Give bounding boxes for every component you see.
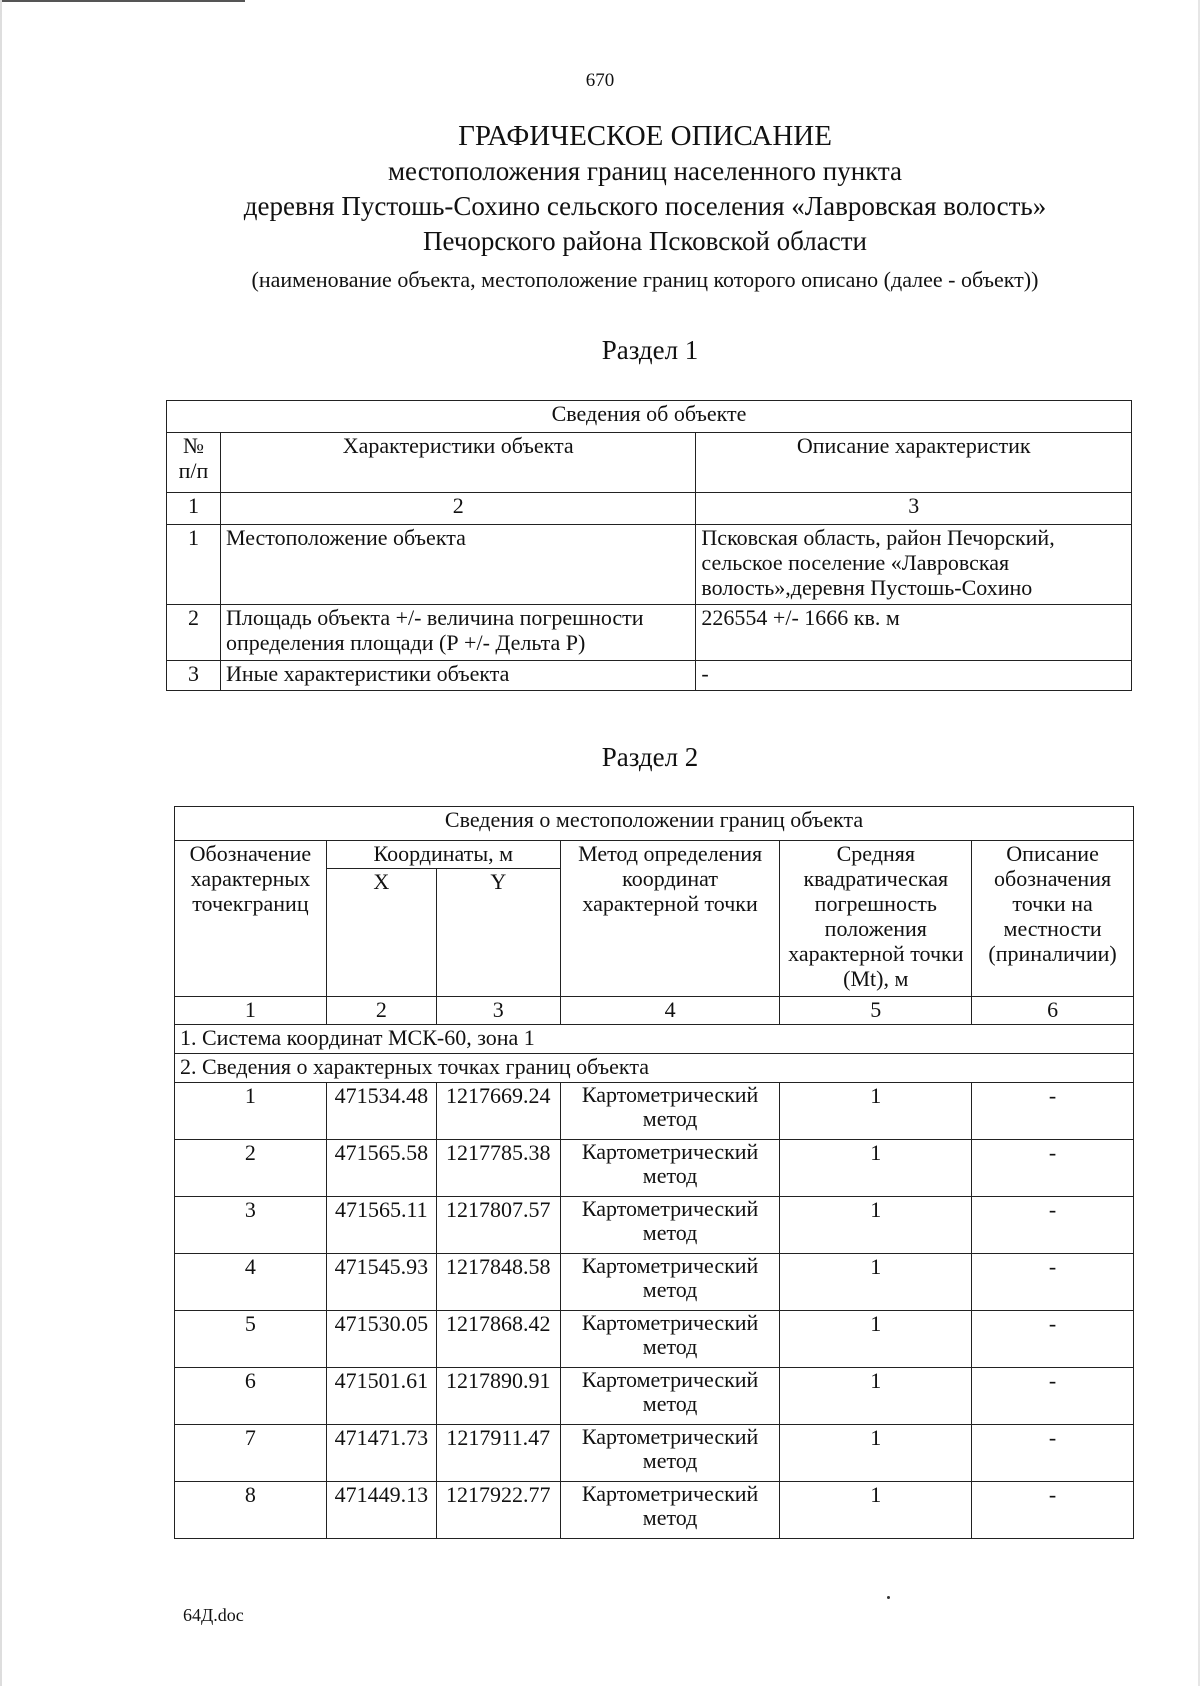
col-number-2: 2 [326, 997, 436, 1025]
point-method: Картометрический метод [560, 1311, 780, 1368]
title-block [150, 118, 1140, 295]
point-x: 471534.48 [326, 1083, 436, 1140]
point-description: - [972, 1254, 1134, 1311]
table-row [175, 1425, 1134, 1482]
point-id: 1 [175, 1083, 327, 1140]
point-description: - [972, 1425, 1134, 1482]
point-id: 5 [175, 1311, 327, 1368]
table-row [175, 1482, 1134, 1539]
row-characteristic: Местоположение объекта [220, 525, 695, 605]
subtitle-line-2: деревня Пустошь-Сохино сельского поселения «Лавровская волость» [243, 191, 1047, 221]
point-mt: 1 [780, 1140, 972, 1197]
row-number: 2 [167, 605, 221, 661]
row-value: 226554 +/- 1666 кв. м [696, 605, 1132, 661]
point-mt: 1 [780, 1425, 972, 1482]
header-number: № п/п [167, 433, 221, 493]
header-description: Описание характеристик [696, 433, 1132, 493]
point-description: - [972, 1140, 1134, 1197]
point-x: 471449.13 [326, 1482, 436, 1539]
subtitle-line-1: местоположения границ населенного пункта [387, 156, 903, 186]
point-x: 471565.58 [326, 1140, 436, 1197]
point-id: 7 [175, 1425, 327, 1482]
table-row [175, 1368, 1134, 1425]
point-mt: 1 [780, 1254, 972, 1311]
table-row [167, 661, 1132, 691]
point-mt: 1 [780, 1083, 972, 1140]
point-y: 1217911.47 [436, 1425, 560, 1482]
point-method: Картометрический метод [560, 1425, 780, 1482]
point-x: 471471.73 [326, 1425, 436, 1482]
table-row [167, 605, 1132, 661]
col-number-5: 5 [780, 997, 972, 1025]
point-x: 471501.61 [326, 1368, 436, 1425]
col-number-3: 3 [436, 997, 560, 1025]
header-characteristics: Характеристики объекта [220, 433, 695, 493]
subtitle-caption: (наименование объекта, местоположение границ которого описано (далее - объект)) [251, 267, 1039, 292]
point-y: 1217890.91 [436, 1368, 560, 1425]
header-method: Метод определения координат характерной точки [560, 841, 780, 997]
point-method: Картометрический метод [560, 1254, 780, 1311]
page-number: 670 [585, 70, 615, 91]
header-coordinates: Координаты, м [326, 841, 560, 869]
point-method: Картометрический метод [560, 1368, 780, 1425]
point-y: 1217922.77 [436, 1482, 560, 1539]
point-id: 2 [175, 1140, 327, 1197]
point-description: - [972, 1368, 1134, 1425]
point-id: 8 [175, 1482, 327, 1539]
row-number: 3 [167, 661, 221, 691]
boundary-table-title: Сведения о местоположении границ объекта [175, 807, 1134, 841]
point-method: Картометрический метод [560, 1140, 780, 1197]
object-info-table [166, 400, 1132, 691]
subtitle-line-3: Печорского района Псковской области [423, 226, 867, 256]
col-number-6: 6 [972, 997, 1134, 1025]
footer-filename: 64Д.doc [183, 1605, 244, 1625]
scan-edge-left [0, 0, 2, 1686]
row-characteristic: Площадь объекта +/- величина погрешности определения площади (Р +/- Дельта Р) [220, 605, 695, 661]
point-y: 1217669.24 [436, 1083, 560, 1140]
boundary-points-table [174, 806, 1134, 1539]
point-description: - [972, 1482, 1134, 1539]
point-y: 1217868.42 [436, 1311, 560, 1368]
point-x: 471530.05 [326, 1311, 436, 1368]
scan-edge-top [0, 0, 245, 2]
header-designation: Обозначение характерных точекграниц [175, 841, 327, 997]
point-mt: 1 [780, 1197, 972, 1254]
col-number-1: 1 [175, 997, 327, 1025]
point-description: - [972, 1197, 1134, 1254]
point-method: Картометрический метод [560, 1197, 780, 1254]
point-method: Картометрический метод [560, 1482, 780, 1539]
col-number-1: 1 [167, 493, 221, 525]
table-row [175, 1140, 1134, 1197]
point-description: - [972, 1311, 1134, 1368]
point-y: 1217848.58 [436, 1254, 560, 1311]
scan-speck [887, 1596, 890, 1599]
section2-title: Раздел 2 [601, 742, 699, 772]
row-number: 1 [167, 525, 221, 605]
point-method: Картометрический метод [560, 1083, 780, 1140]
row-value: - [696, 661, 1132, 691]
col-number-2: 2 [220, 493, 695, 525]
point-y: 1217785.38 [436, 1140, 560, 1197]
points-caption-row: 2. Сведения о характерных точках границ объекта [175, 1054, 1134, 1083]
table-row [167, 525, 1132, 605]
table-row [175, 1311, 1134, 1368]
col-number-3: 3 [696, 493, 1132, 525]
section1-title: Раздел 1 [601, 335, 699, 365]
header-point-description: Описание обозначения точки на местности (приналичии) [972, 841, 1134, 997]
point-description: - [972, 1083, 1134, 1140]
point-id: 6 [175, 1368, 327, 1425]
col-number-4: 4 [560, 997, 780, 1025]
point-x: 471565.11 [326, 1197, 436, 1254]
document-title: ГРАФИЧЕСКОЕ ОПИСАНИЕ [458, 120, 832, 152]
point-id: 4 [175, 1254, 327, 1311]
point-mt: 1 [780, 1368, 972, 1425]
table-row [175, 1083, 1134, 1140]
point-x: 471545.93 [326, 1254, 436, 1311]
point-mt: 1 [780, 1311, 972, 1368]
table-row [175, 1197, 1134, 1254]
header-x: X [326, 869, 436, 997]
object-info-table-title: Сведения об объекте [167, 401, 1132, 433]
coord-system-row: 1. Система координат МСК-60, зона 1 [175, 1025, 1134, 1054]
header-error: Средняя квадратическая погрешность положения характерной точки (Mt), м [780, 841, 972, 997]
header-y: Y [436, 869, 560, 997]
row-value: Псковская область, район Печорский, сельское поселение «Лавровская волость»,деревня Пустошь-Сохино [696, 525, 1132, 605]
row-characteristic: Иные характеристики объекта [220, 661, 695, 691]
table-row [175, 1254, 1134, 1311]
point-mt: 1 [780, 1482, 972, 1539]
point-y: 1217807.57 [436, 1197, 560, 1254]
point-id: 3 [175, 1197, 327, 1254]
